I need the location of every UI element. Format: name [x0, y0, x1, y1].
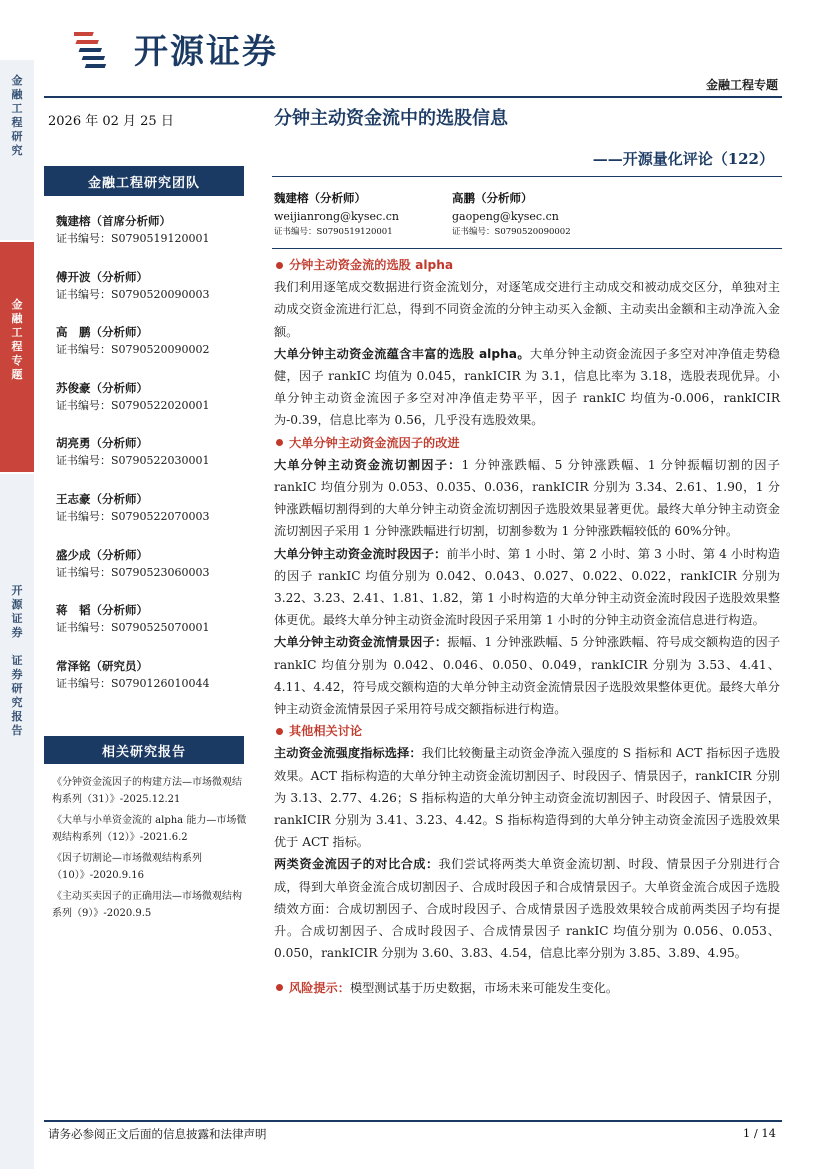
band-char: 金 [11, 298, 23, 311]
band-char: 题 [11, 368, 23, 381]
member-name: 盛少成（分析师） [56, 547, 148, 562]
related-report-link[interactable]: 《因子切割论—市场微观结构系列（10）》-2020.9.16 [52, 853, 202, 881]
section-title [274, 254, 780, 276]
paragraph-text: 大单分钟主动资金流因子多空对冲净值走势稳健，因子 rankIC 均值为 0.045，rankICIR 为 3.1，信息比率为 3.18，选股表现优异。小单分钟主动资金流因子多空对冲净值走势平平，因子 rankIC 均值为-0.006，rankICIR 为-0.39，信息比率为 0.56，几乎没有选股效果。 [274, 346, 780, 428]
related-report-link[interactable]: 《主动买卖因子的正确用法—市场微观结构系列（9）》-2020.9.5 [52, 891, 242, 919]
page-subtitle: ——开源量化评论（122） [592, 150, 774, 168]
band-char: 程 [11, 340, 23, 353]
side-band-top-text [12, 74, 23, 158]
paragraph-text: 我们比较衡量主动资金净流入强度的 S 指标和 ACT 指标因子选股效果。ACT 指标构造的大单分钟主动资金流切割因子、时段因子、情景因子，rankICIR 分别为 3.13、2.77、4.26；S 指标构造的大单分钟主动资金流切割因子、时段因子、情景因子，rankICIR 分别为 3.41、3.23、4.42。S 指标构造得到的大单分钟主动资金流因子选股效果优于 ACT 指标。 [274, 746, 781, 850]
band-char: 告 [11, 724, 23, 737]
paragraph [274, 631, 780, 720]
band-char: 究 [11, 696, 23, 709]
report-summary [274, 254, 780, 999]
footer-divider [44, 1120, 782, 1122]
paragraph [274, 454, 780, 543]
member-cert: 证书编号：S0790522020001 [56, 398, 210, 412]
section-title [274, 720, 780, 742]
paragraph-text: 1 分钟涨跌幅、5 分钟涨跌幅、1 分钟振幅切割的因子 rankIC 均值分别为 0.053、0.035、0.036，rankICIR 分别为 3.34、2.61、1.90，1 分钟涨跌幅切割得到的大单分钟主动资金流切割因子选股效果显著更优。最终大单分钟主动资金流切割因子采用 1 分钟涨跌幅进行切割，切割参数为 1 分钟涨跌幅较低的 60%分钟。 [274, 457, 780, 539]
risk-title: 风险提示： [289, 980, 350, 995]
paragraph [274, 343, 780, 432]
related-report-link[interactable]: 《大单与小单资金流的 alpha 能力—市场微观结构系列（12）》-2021.6.2 [52, 815, 247, 843]
header-divider [44, 96, 782, 98]
analyst-cert: 证书编号：S0790519120001 [274, 227, 393, 237]
brand-logo [74, 26, 278, 70]
side-band-top [0, 60, 34, 240]
band-char: 程 [11, 116, 23, 129]
band-char: 工 [11, 102, 23, 115]
member-cert: 证书编号：S0790522030001 [56, 454, 210, 468]
member-name: 王志豪（分析师） [56, 491, 148, 506]
band-char: 专 [11, 354, 23, 367]
band-char: 报 [11, 710, 23, 723]
paragraph [274, 742, 780, 853]
member-cert: 证书编号：S0790126010044 [56, 676, 210, 690]
side-band-middle [0, 242, 34, 472]
paragraph-lead: 大单分钟主动资金流蕴含丰富的选股 alpha。 [274, 346, 530, 361]
team-member [56, 268, 246, 324]
team-heading: 金融工程研究团队 [44, 166, 244, 196]
bullet-icon [276, 728, 283, 735]
paragraph [274, 853, 780, 964]
report-date: 2026 年 02 月 25 日 [48, 114, 174, 129]
team-member [56, 490, 246, 546]
paragraph [274, 543, 780, 632]
analyst-block [274, 188, 784, 239]
member-cert: 证书编号：S0790519120001 [56, 232, 210, 245]
paragraph-lead: 大单分钟主动资金流时段因子： [274, 546, 447, 561]
paragraph-lead: 两类资金流因子的对比合成： [274, 857, 439, 872]
side-band-bottom [0, 474, 34, 1169]
related-list [52, 774, 248, 926]
footer-disclaimer: 请务必参阅正文后面的信息披露和法律声明 [48, 1127, 267, 1141]
analyst-cert: 证书编号：S0790520090002 [452, 227, 571, 237]
team-member [56, 323, 246, 379]
band-char: 源 [11, 598, 23, 611]
member-cert: 证书编号：S0790522070003 [56, 509, 210, 523]
title-divider [272, 176, 782, 177]
risk-text: 模型测试基于历史数据，市场未来可能发生变化。 [349, 980, 619, 995]
team-member [56, 434, 246, 490]
band-char: 工 [11, 326, 23, 339]
brand-name: 开源证券 [134, 31, 278, 72]
band-char: 研 [11, 682, 23, 695]
band-char [12, 640, 23, 654]
member-name: 高 鹏（分析师） [56, 325, 148, 340]
related-report-link[interactable]: 《分钟资金流因子的构建方法—市场微观结构系列（31）》-2025.12.21 [52, 777, 242, 805]
member-cert: 证书编号：S0790523060003 [56, 565, 210, 579]
bullet-icon [276, 439, 283, 446]
band-char: 融 [11, 312, 23, 325]
band-char: 证 [11, 654, 23, 667]
side-band-bottom-text [12, 584, 23, 738]
team-member [56, 212, 246, 268]
section-title [274, 432, 780, 454]
section-title-text: 分钟主动资金流的选股 alpha [289, 258, 454, 272]
band-char: 开 [11, 584, 23, 597]
team-member [56, 601, 246, 657]
band-char: 券 [11, 626, 23, 639]
member-name: 魏建榕（首席分析师） [56, 214, 171, 228]
side-band [0, 60, 34, 1169]
analyst [452, 188, 630, 239]
member-cert: 证书编号：S0790525070001 [56, 621, 210, 635]
paragraph-text: 我们利用逐笔成交数据进行资金流划分，对逐笔成交进行主动成交和被动成交区分，单独对主动成交资金流进行汇总，得到不同资金流的分钟主动买入金额、主动卖出金额和主动净流入金额。 [274, 280, 780, 339]
related-heading: 相关研究报告 [44, 736, 244, 764]
member-name: 常泽铭（研究员） [56, 658, 148, 673]
paragraph [274, 276, 780, 343]
member-name: 蒋 韬（分析师） [56, 603, 148, 618]
analyst-divider [272, 248, 782, 249]
page-number: 1 / 14 [742, 1126, 776, 1140]
analyst-name: 魏建榕（分析师） [274, 191, 366, 205]
team-member [56, 657, 246, 713]
paragraph-text: 前半小时、第 1 小时、第 2 小时、第 3 小时、第 4 小时构造的因子 rankIC 均值分别为 0.042、0.043、0.027、0.022、0.022，rankICIR 分别为 3.22、3.23、2.41、1.81、1.82，第 1 小时构造的大单分钟主动资金流时段因子选股效果整体更优。最终大单分钟主动资金流时段因子采用第 1 小时的分钟主动资金流信息进行构造。 [274, 546, 781, 628]
section-title-text: 大单分钟主动资金流因子的改进 [289, 435, 460, 450]
team-member [56, 546, 246, 602]
member-name: 苏俊豪（分析师） [56, 380, 148, 395]
analyst-email[interactable]: gaopeng@kysec.cn [452, 210, 559, 223]
paragraph-text: 我们尝试将两类大单资金流切割、时段、情景因子分别进行合成，得到大单资金流合成切割因子、合成时段因子和合成情景因子。大单资金流合成因子选股绩效方面：合成切割因子、合成时段因子、合成情景因子选股效果较合成前两类因子均有提升。合成切割因子、合成时段因子、合成情景因子 rankIC 均值分别为 0.056、0.053、0.050，rankICIR 分别为 3.60、3.83、4.54，信息比率分别为 3.85、3.89、4.95。 [274, 857, 781, 961]
paragraph-lead: 大单分钟主动资金流切割因子： [274, 457, 462, 472]
bullet-icon [276, 984, 283, 991]
risk-note [274, 977, 780, 999]
team-list [56, 212, 246, 712]
analyst-name: 高鹏（分析师） [452, 191, 533, 205]
band-char: 究 [11, 144, 23, 157]
member-cert: 证书编号：S0790520090003 [56, 287, 210, 301]
member-name: 傅开波（分析师） [56, 269, 148, 284]
analyst-email[interactable]: weijianrong@kysec.cn [274, 210, 399, 223]
paragraph-lead: 主动资金流强度指标选择： [274, 746, 422, 761]
bullet-icon [276, 262, 283, 269]
page-title: 分钟主动资金流中的选股信息 [274, 108, 508, 129]
band-char: 研 [11, 130, 23, 143]
paragraph-text: 振幅、1 分钟涨跌幅、5 分钟涨跌幅、符号成交额构造的因子 rankIC 均值分别为 0.042、0.046、0.050、0.049，rankICIR 分别为 3.53、4.41、4.11、4.42，符号成交额构造的大单分钟主动资金流情景因子选股效果整体更优。最终大单分钟主动资金流情景因子采用符号成交额指标进行构造。 [274, 635, 781, 717]
member-name: 胡亮勇（分析师） [56, 436, 148, 451]
band-char: 证 [11, 612, 23, 625]
paragraph-lead: 大单分钟主动资金流情景因子： [274, 635, 448, 650]
member-cert: 证书编号：S0790520090002 [56, 343, 210, 357]
band-char: 融 [11, 88, 23, 101]
analyst [274, 188, 452, 239]
section-title-text: 其他相关讨论 [289, 724, 363, 739]
header-category: 金融工程专题 [705, 78, 778, 92]
band-char: 券 [11, 668, 23, 681]
side-band-middle-text [12, 298, 23, 382]
brand-mark-icon [74, 26, 126, 70]
band-char: 金 [11, 74, 23, 87]
team-member [56, 379, 246, 435]
